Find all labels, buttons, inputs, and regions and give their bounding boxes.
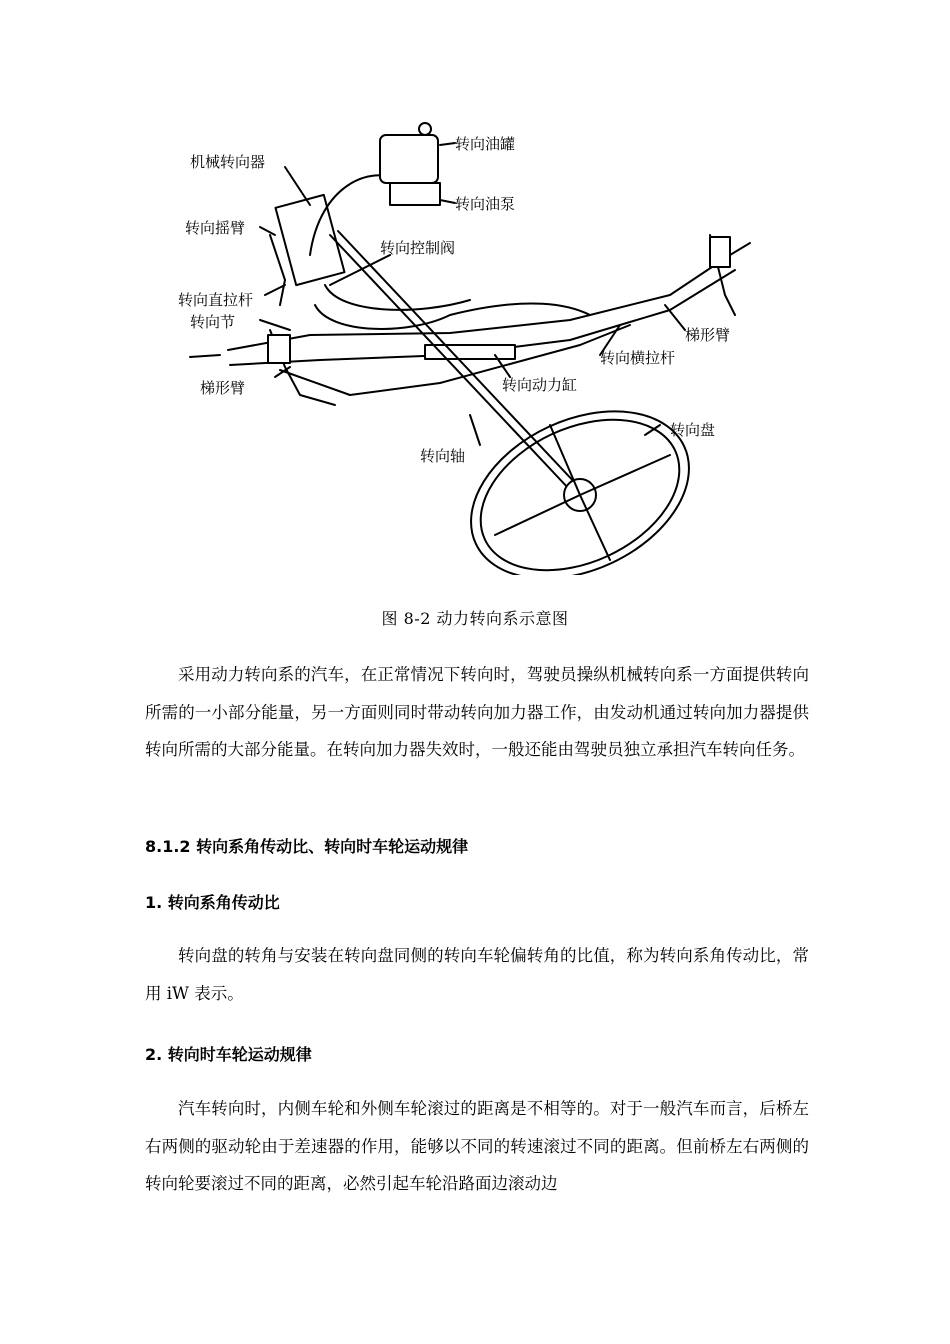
subheading-gear-ratio: 1. 转向系角传动比 bbox=[145, 893, 280, 912]
paragraph-wheel-motion: 汽车转向时，内侧车轮和外侧车轮滚过的距离是不相等的。对于一般汽车而言，后桥左右两侧的驱动轮由于差速器的作用，能够以不同的转速滚过不同的距离。但前桥左右两侧的转向轮要滚过不同的距离，必然引起车轮沿路面边滚动边 bbox=[145, 1099, 809, 1193]
label-trapezoid-arm-right: 梯形臂 bbox=[685, 326, 731, 344]
diagram-svg bbox=[150, 105, 790, 575]
label-drag-link: 转向直拉杆 bbox=[178, 291, 254, 309]
label-oil-tank: 转向油罐 bbox=[455, 135, 516, 153]
label-mech-gear: 机械转向器 bbox=[190, 153, 266, 171]
oil-pump-shape bbox=[390, 183, 440, 205]
label-steering-wheel: 转向盘 bbox=[670, 421, 716, 439]
hose-arc-2 bbox=[315, 303, 590, 328]
label-pitman-arm: 转向摇臂 bbox=[185, 219, 246, 237]
pitman-arm-line bbox=[270, 235, 285, 305]
label-control-valve: 转向控制阀 bbox=[380, 239, 456, 257]
paragraph-power-steering: 采用动力转向系的汽车，在正常情况下转向时，驾驶员操纵机械转向系一方面提供转向所需的一小部分能量，另一方面则同时带动转向加力器工作，由发动机通过转向加力器提供转向所需的大部分能量。在转向加力器失效时，一般还能由驾驶员独立承担汽车转向任务。 bbox=[145, 665, 809, 759]
steering-wheel-rim bbox=[444, 378, 716, 575]
section-heading-8-1-2: 8.1.2 转向系角传动比、转向时车轮运动规律 bbox=[145, 837, 469, 856]
power-steering-diagram bbox=[150, 105, 790, 575]
label-trapezoid-arm-left: 梯形臂 bbox=[200, 379, 246, 397]
label-power-cylinder: 转向动力缸 bbox=[502, 376, 578, 394]
label-tie-rod: 转向横拉杆 bbox=[600, 349, 676, 367]
subheading-wheel-motion: 2. 转向时车轮运动规律 bbox=[145, 1045, 312, 1064]
oil-tank-shape bbox=[380, 135, 438, 183]
label-knuckle: 转向节 bbox=[190, 313, 236, 331]
paragraph-gear-ratio: 转向盘的转角与安装在转向盘同侧的转向车轮偏转角的比值，称为转向系角传动比，常用 iW 表示。 bbox=[145, 946, 809, 1003]
label-oil-pump: 转向油泵 bbox=[455, 195, 516, 213]
power-cylinder-shape bbox=[425, 345, 515, 359]
label-steering-shaft: 转向轴 bbox=[420, 447, 466, 465]
figure-caption: 图 8-2 动力转向系示意图 bbox=[381, 609, 569, 628]
